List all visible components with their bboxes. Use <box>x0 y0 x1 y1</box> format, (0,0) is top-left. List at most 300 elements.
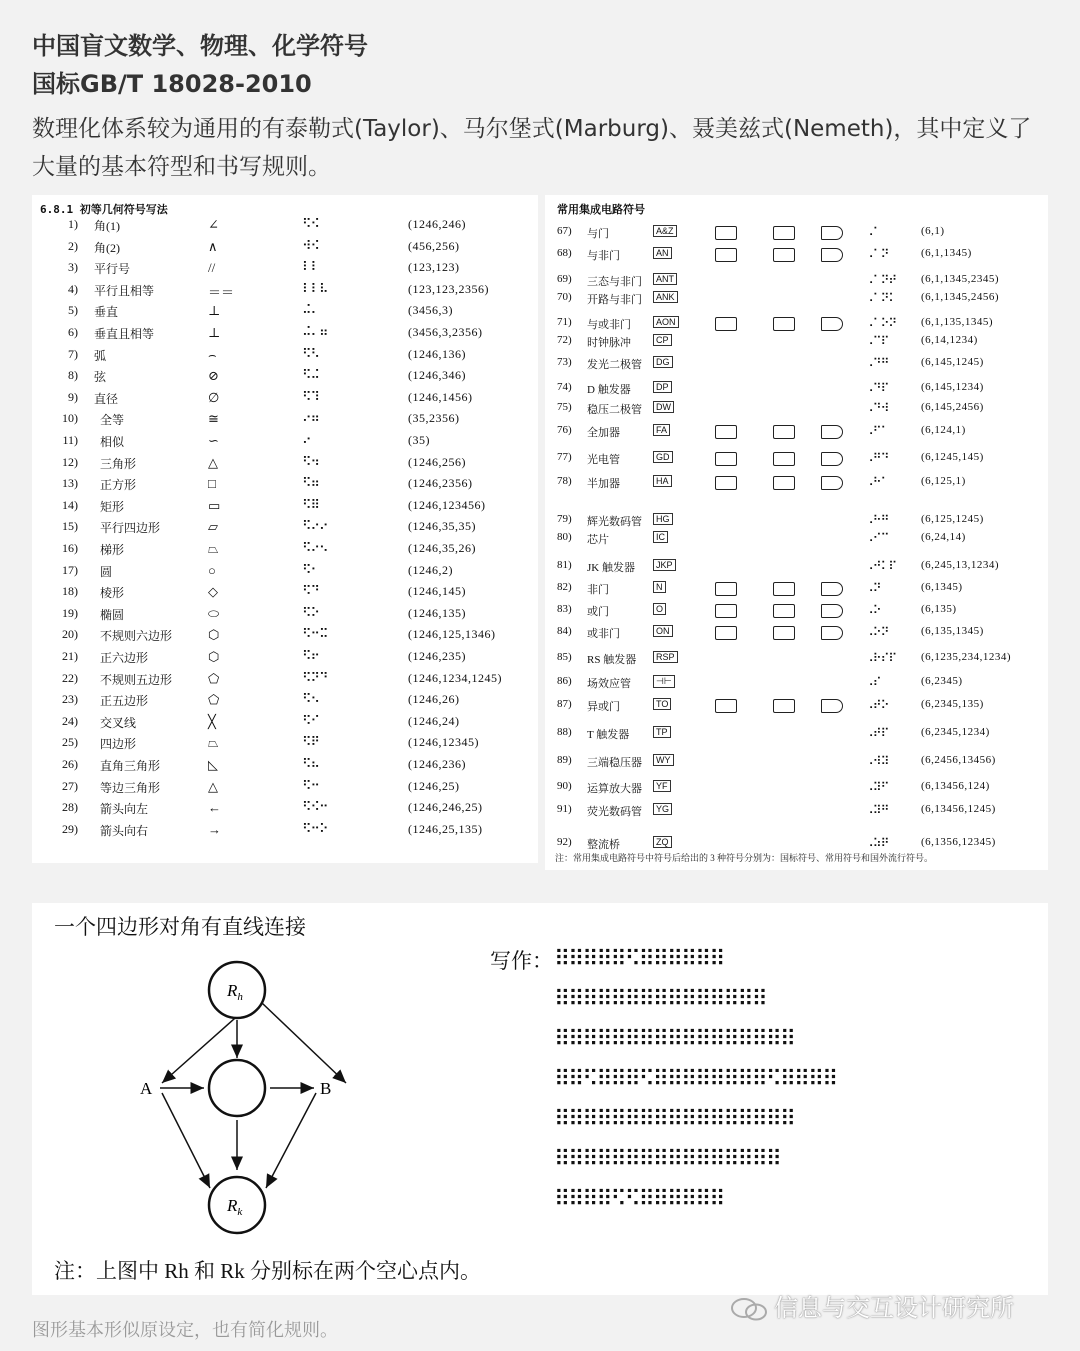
row-number: 1) <box>68 217 78 231</box>
row-braille: ⠠⠊⠉ <box>865 531 889 545</box>
circuit-row <box>545 424 1048 442</box>
geometry-row <box>32 541 538 559</box>
row-symbol: ∅ <box>208 389 220 405</box>
row-number: 82) <box>557 581 572 593</box>
row-code: (6,1,1345,2345) <box>921 273 1000 285</box>
logic-gate-icon <box>715 317 737 331</box>
row-name: 或门 <box>587 606 609 618</box>
logic-gate-icon <box>715 604 737 618</box>
row-braille: ⠫⠹ <box>302 389 320 405</box>
row-symbol: DW <box>653 401 674 413</box>
row-number: 69) <box>557 273 572 285</box>
row-code: (6,1,1345) <box>921 247 972 259</box>
row-code: (3456,3,2356) <box>408 325 483 339</box>
row-code: (1246,1456) <box>408 389 473 404</box>
row-number: 84) <box>557 625 572 637</box>
row-symbol: ≅ <box>208 411 219 427</box>
row-braille: ⠫⠕ <box>302 605 320 621</box>
row-symbol: O <box>653 603 666 615</box>
logic-gate-icon <box>773 699 795 713</box>
row-code: (6,1345) <box>921 581 963 593</box>
row-symbol: HG <box>653 513 673 525</box>
row-braille: ⠠⠙⠛ <box>865 356 889 370</box>
row-code: (6,2345,135) <box>921 698 984 710</box>
figure-caption: 图形基本形似原设定，也有简化规则。 <box>32 1320 338 1341</box>
row-symbol: DG <box>653 356 673 368</box>
row-name: 正方形 <box>100 478 137 493</box>
circuit-row <box>545 581 1048 599</box>
row-code: (1246,145) <box>408 584 466 599</box>
row-symbol: YF <box>653 780 671 792</box>
row-number: 11) <box>62 433 78 447</box>
row-braille: ⠠⠓⠁ <box>865 475 889 489</box>
row-name: 弧 <box>94 348 107 363</box>
row-symbol: ╳ <box>208 713 216 729</box>
row-name: 平行四边形 <box>100 521 161 536</box>
row-name: 全加器 <box>587 427 620 439</box>
row-symbol: ⬠ <box>208 670 220 686</box>
row-braille: ⠠⠽⠋ <box>865 780 889 794</box>
row-braille: ⠠⠵⠟ <box>865 836 889 850</box>
row-name: 矩形 <box>100 499 125 514</box>
row-code: (6,14,1234) <box>921 334 978 346</box>
row-code: (6,135) <box>921 603 957 615</box>
row-code: (1246,35,26) <box>408 541 476 555</box>
row-symbol: ← <box>208 800 221 816</box>
row-symbol: GD <box>653 451 673 463</box>
row-name: 等边三角形 <box>100 780 161 795</box>
row-symbol: ON <box>653 625 673 637</box>
row-number: 90) <box>557 780 572 792</box>
row-number: 16) <box>62 541 78 555</box>
logic-gate-icon <box>715 452 737 466</box>
row-name: 全等 <box>100 413 125 428</box>
row-number: 80) <box>557 531 572 543</box>
row-braille: ⠠⠁ <box>865 225 881 239</box>
row-code: (3456,3) <box>408 303 453 318</box>
row-braille: ⠠⠁⠝ <box>865 247 889 261</box>
logic-gate-icon <box>773 452 795 466</box>
row-braille: ⠠⠗⠎⠏ <box>865 651 897 665</box>
row-symbol: △ <box>208 454 218 470</box>
row-name: D 触发器 <box>587 384 631 396</box>
page-title-line2: 国标GB/T 18028-2010 <box>32 70 312 98</box>
row-code: (6,145,1245) <box>921 356 984 368</box>
row-code: (6,24,14) <box>921 531 966 543</box>
braille-line-2: ⠿⠿⠿⠿⠿⠿⠿⠿⠿⠿⠿⠿⠿⠿⠿ <box>554 987 766 1012</box>
row-symbol: N <box>653 581 666 593</box>
watermark-text: 信息与交互设计研究所 <box>774 1294 1014 1322</box>
row-symbol: TO <box>653 698 671 710</box>
row-number: 7) <box>68 346 78 361</box>
row-code: (6,135,1345) <box>921 625 984 637</box>
row-code: (1246,236) <box>408 757 466 771</box>
row-name: 四边形 <box>100 737 137 752</box>
quadrilateral-example <box>32 903 1048 1295</box>
row-number: 20) <box>62 627 78 642</box>
circuit-row <box>545 475 1048 493</box>
row-name: 正六边形 <box>100 651 149 665</box>
circuit-row <box>545 726 1048 744</box>
row-code: (1246,12345) <box>408 735 479 750</box>
row-number: 9) <box>68 389 78 404</box>
logic-gate-icon <box>821 699 843 713</box>
row-symbol: ○ <box>208 562 216 578</box>
row-number: 12) <box>62 454 78 469</box>
row-symbol: ⬡ <box>208 627 220 643</box>
row-code: (1246,35,35) <box>408 519 476 534</box>
row-number: 74) <box>557 381 572 393</box>
row-braille: ⠠⠞⠏ <box>865 726 889 740</box>
row-code: (6,125,1245) <box>921 513 984 525</box>
braille-line-5: ⠿⠿⠿⠿⠿⠿⠿⠿⠿⠿⠿⠿⠿⠿⠿⠿⠿ <box>554 1107 794 1132</box>
geometry-row <box>32 368 538 386</box>
geometry-row <box>32 649 538 667</box>
row-braille: ⠠⠽⠛ <box>865 803 889 817</box>
row-symbol: WY <box>653 754 674 766</box>
row-number: 15) <box>62 519 78 534</box>
logic-gate-icon <box>715 226 737 240</box>
row-number: 22) <box>62 670 78 685</box>
row-symbol: TP <box>653 726 671 738</box>
row-name: 相似 <box>100 435 125 449</box>
geometry-section-title: 6.8.1 初等几何符号写法 <box>40 203 168 216</box>
geometry-row <box>32 692 538 710</box>
row-name: 垂直且相等 <box>94 327 155 341</box>
row-symbol: ⬠ <box>208 692 220 708</box>
row-name: 光电管 <box>587 454 620 466</box>
row-braille: ⠠⠺⠽ <box>865 754 889 768</box>
row-braille: ⠠⠁⠕⠝ <box>865 316 897 330</box>
logic-gate-icon <box>821 248 843 262</box>
label-b: B <box>320 1079 332 1098</box>
row-code: (1246,346) <box>408 368 466 383</box>
row-symbol: JKP <box>653 559 676 571</box>
logic-gate-icon <box>715 425 737 439</box>
row-name: 与门 <box>587 228 609 240</box>
row-braille: ⠺⠪ <box>302 238 320 254</box>
row-name: 与非门 <box>587 250 620 262</box>
row-number: 27) <box>62 778 78 793</box>
row-name: 场效应管 <box>587 678 631 690</box>
row-name: 椭圆 <box>100 607 125 622</box>
row-number: 19) <box>62 605 78 620</box>
row-number: 6) <box>68 325 78 339</box>
row-name: 三端稳压器 <box>587 757 642 769</box>
row-code: (1246,135) <box>408 605 466 620</box>
row-name: 整流桥 <box>587 839 620 851</box>
circuit-row <box>545 356 1048 374</box>
row-number: 86) <box>557 675 572 687</box>
row-number: 87) <box>557 698 572 710</box>
circuit-row <box>545 513 1048 531</box>
geometry-row <box>32 260 538 278</box>
row-name: 三态与非门 <box>587 276 642 288</box>
row-name: 平行号 <box>94 262 131 277</box>
row-code: (6,124,1) <box>921 424 966 436</box>
row-name: 圆 <box>100 564 113 579</box>
circuit-row <box>545 334 1048 352</box>
row-symbol: HA <box>653 475 672 487</box>
row-number: 81) <box>557 559 572 571</box>
row-symbol: ▱ <box>208 519 218 535</box>
row-number: 3) <box>68 260 78 275</box>
label-a: A <box>140 1079 153 1098</box>
circuit-row <box>545 291 1048 309</box>
circuit-row <box>545 754 1048 772</box>
row-number: 10) <box>62 411 78 426</box>
row-braille: ⠫⠬ <box>302 368 320 384</box>
row-name: 芯片 <box>587 534 609 546</box>
row-code: (1246,25) <box>408 778 460 793</box>
row-symbol: ⏢ <box>208 735 219 751</box>
row-code: (35,2356) <box>408 411 460 426</box>
row-name: 半加器 <box>587 478 620 490</box>
row-braille: ⠠⠕ <box>865 603 881 617</box>
row-number: 23) <box>62 692 78 707</box>
row-symbol: YG <box>653 803 672 815</box>
logic-gate-icon <box>773 425 795 439</box>
logic-gate-icon <box>715 626 737 640</box>
circuit-row <box>545 225 1048 243</box>
row-braille: ⠠⠉⠏ <box>865 334 889 348</box>
logic-gate-icon <box>821 425 843 439</box>
logic-gate-icon <box>715 476 737 490</box>
geometry-row <box>32 627 538 645</box>
row-symbol: ⌢ <box>208 346 217 362</box>
row-name: 棱形 <box>100 586 125 601</box>
row-braille: ⠔ <box>302 433 311 448</box>
diagram-note: 注：上图中 Rh 和 Rk 分别标在两个空心点内。 <box>54 1259 482 1283</box>
page-title-line1: 中国盲文数学、物理、化学符号 <box>32 32 368 60</box>
row-code: (1246,235) <box>408 649 466 663</box>
row-number: 68) <box>557 247 572 259</box>
geometry-row <box>32 347 538 365</box>
row-number: 78) <box>557 475 572 487</box>
row-braille: ⠫⠪⠒ <box>302 800 328 816</box>
geometry-row <box>32 411 538 429</box>
row-braille: ⠫⠦ <box>302 757 320 772</box>
braille-line-1: ⠿⠿⠿⠿⠿⠫⠿⠿⠿⠿⠿⠿ <box>554 947 724 972</box>
geometry-row <box>32 714 538 732</box>
geometry-row <box>32 735 538 753</box>
circuit-row <box>545 698 1048 716</box>
row-symbol: ⊥ <box>208 325 221 340</box>
circuit-row <box>545 247 1048 265</box>
row-symbol: ◇ <box>208 584 218 600</box>
row-symbol: ⏢ <box>208 541 219 556</box>
circuit-row <box>545 381 1048 399</box>
row-name: 箭头向左 <box>100 802 149 817</box>
row-number: 28) <box>62 800 78 815</box>
row-number: 92) <box>557 836 572 848</box>
row-number: 73) <box>557 356 572 368</box>
row-number: 75) <box>557 401 572 413</box>
row-number: 70) <box>557 291 572 303</box>
logic-gate-icon <box>773 317 795 331</box>
logic-gate-icon <box>821 317 843 331</box>
row-name: 不规则五边形 <box>100 672 173 687</box>
row-braille: ⠫⠒⠕ <box>302 821 328 837</box>
row-number: 25) <box>62 735 78 750</box>
row-name: T 触发器 <box>587 729 630 741</box>
row-symbol: DP <box>653 381 672 393</box>
row-number: 2) <box>68 238 78 253</box>
row-name: 角(1) <box>94 219 120 233</box>
row-name: 与或非门 <box>587 319 631 331</box>
row-braille: ⠠⠋⠁ <box>865 424 889 438</box>
row-braille: ⠬⠄⠶ <box>302 325 328 340</box>
row-code: (1246,246,25) <box>408 800 483 815</box>
row-code: (6,2456,13456) <box>921 754 996 766</box>
logic-gate-icon <box>773 226 795 240</box>
row-number: 72) <box>557 334 572 346</box>
geometry-row <box>32 757 538 775</box>
row-symbol: ＝＝ <box>208 284 235 300</box>
row-name: 时钟脉冲 <box>587 337 631 349</box>
row-code: (123,123,2356) <box>408 281 489 296</box>
logic-gate-icon <box>773 476 795 490</box>
row-braille: ⠬⠄ <box>302 303 320 319</box>
row-symbol: □ <box>208 476 216 492</box>
row-number: 77) <box>557 451 572 463</box>
logic-gate-icon <box>773 248 795 262</box>
row-number: 14) <box>62 497 78 512</box>
row-code: (1246,2) <box>408 562 453 577</box>
row-name: 弦 <box>94 370 107 385</box>
row-symbol: AON <box>653 316 679 328</box>
row-braille: ⠠⠚⠅⠏ <box>865 559 897 573</box>
logic-gate-icon <box>773 626 795 640</box>
circuit-section-title: 常用集成电路符号 <box>557 204 645 216</box>
row-braille: ⠫⠙ <box>302 584 320 600</box>
braille-line-6: ⠿⠿⠿⠿⠿⠿⠿⠿⠿⠿⠿⠿⠿⠿⠿⠿ <box>554 1147 780 1172</box>
quadrilateral-diagram <box>132 948 462 1248</box>
row-name: 直角三角形 <box>100 759 161 773</box>
row-code: (6,145,1234) <box>921 381 984 393</box>
row-braille: ⠠⠁⠝⠅ <box>865 291 897 305</box>
row-number: 26) <box>62 757 78 771</box>
braille-line-7: ⠿⠿⠿⠿⠫⠫⠿⠿⠿⠿⠿⠿ <box>554 1187 724 1212</box>
row-code: (1246,136) <box>408 346 466 361</box>
row-code: (6,125,1) <box>921 475 966 487</box>
row-name: 梯形 <box>100 543 125 557</box>
row-symbol: AN <box>653 247 672 259</box>
geometry-row <box>32 519 538 537</box>
circuit-row <box>545 625 1048 643</box>
row-name: JK 触发器 <box>587 562 635 574</box>
geometry-row <box>32 239 538 257</box>
row-symbol: △ <box>208 778 218 794</box>
geometry-row <box>32 303 538 321</box>
geometry-row <box>32 606 538 624</box>
row-braille: ⠠⠛⠙ <box>865 451 889 465</box>
row-name: 角(2) <box>94 240 120 255</box>
row-name: 发光二极管 <box>587 359 642 371</box>
circuit-row <box>545 559 1048 577</box>
row-code: (6,1356,12345) <box>921 836 996 848</box>
edge-top-b <box>262 1003 346 1083</box>
logic-gate-icon <box>715 699 737 713</box>
row-braille: ⠠⠙⠺ <box>865 401 889 415</box>
geometry-row <box>32 671 538 689</box>
row-symbol: ⬡ <box>208 649 220 664</box>
geometry-row <box>32 800 538 818</box>
row-symbol: ∧ <box>208 238 218 254</box>
logic-gate-icon <box>821 226 843 240</box>
logic-gate-icon <box>715 248 737 262</box>
row-code: (1246,1234,1245) <box>408 670 502 685</box>
row-braille: ⠠⠕⠝ <box>865 625 889 639</box>
row-code: (1246,123456) <box>408 497 486 512</box>
geometry-row <box>32 390 538 408</box>
row-number: 83) <box>557 603 572 615</box>
geometry-row <box>32 779 538 797</box>
row-number: 21) <box>62 649 78 663</box>
row-braille: ⠫⠟ <box>302 735 320 751</box>
row-symbol: ⬭ <box>208 605 220 621</box>
row-symbol: ⊥ <box>208 303 221 319</box>
row-braille: ⠇⠇ <box>302 260 320 276</box>
row-symbol: ⊘ <box>208 368 219 384</box>
row-number: 67) <box>557 225 572 237</box>
logic-gate-icon <box>821 476 843 490</box>
row-braille: ⠫⠊ <box>302 713 320 729</box>
row-braille: ⠫⠒ <box>302 778 320 794</box>
row-code: (6,1,135,1345) <box>921 316 994 328</box>
row-name: 平行且相等 <box>94 283 155 298</box>
row-code: (6,1245,145) <box>921 451 984 463</box>
row-code: (6,13456,124) <box>921 780 990 792</box>
row-symbol: → <box>208 821 221 837</box>
row-number: 18) <box>62 584 78 599</box>
geometry-row <box>32 455 538 473</box>
geometry-row <box>32 433 538 451</box>
circuit-row <box>545 451 1048 469</box>
circuit-row <box>545 273 1048 291</box>
row-braille: ⠠⠓⠛ <box>865 513 889 527</box>
row-braille: ⠠⠎ <box>865 675 881 689</box>
row-symbol: CP <box>653 334 672 346</box>
row-name: 非门 <box>587 584 609 596</box>
row-number: 88) <box>557 726 572 738</box>
row-braille: ⠫⠿ <box>302 497 320 513</box>
row-number: 89) <box>557 754 572 766</box>
row-symbol: RSP <box>653 651 678 663</box>
circuit-symbol-table <box>545 195 1048 870</box>
node-rh-label: $R_h$ <box>227 981 243 1003</box>
row-number: 79) <box>557 513 572 525</box>
row-symbol: // <box>208 260 216 276</box>
intro-paragraph: 数理化体系较为通用的有泰勒式(Taylor)、马尔堡式(Marburg)、聂美兹式(Nemeth)，其中定义了大量的基本符型和书写规则。 <box>32 116 1032 180</box>
row-braille: ⠫⠪ <box>302 217 320 232</box>
row-number: 24) <box>62 713 78 728</box>
row-code: (6,1) <box>921 225 945 237</box>
row-code: (6,1,1345,2456) <box>921 291 1000 303</box>
row-braille: ⠫⠶ <box>302 476 320 492</box>
row-code: (6,2345,1234) <box>921 726 990 738</box>
row-code: (1246,2356) <box>408 476 473 491</box>
geometry-symbol-table <box>32 195 538 863</box>
logic-gate-icon <box>821 604 843 618</box>
row-braille: ⠫⠲ <box>302 454 320 470</box>
row-braille: ⠇⠇⠧ <box>302 281 328 297</box>
braille-line-3: ⠿⠿⠿⠿⠿⠿⠿⠿⠿⠿⠿⠿⠿⠿⠿⠿⠿ <box>554 1027 794 1052</box>
row-code: (6,13456,1245) <box>921 803 996 815</box>
edge-b-bottom <box>266 1093 316 1188</box>
logic-gate-icon <box>821 582 843 596</box>
row-symbol: ∠ <box>208 217 219 232</box>
